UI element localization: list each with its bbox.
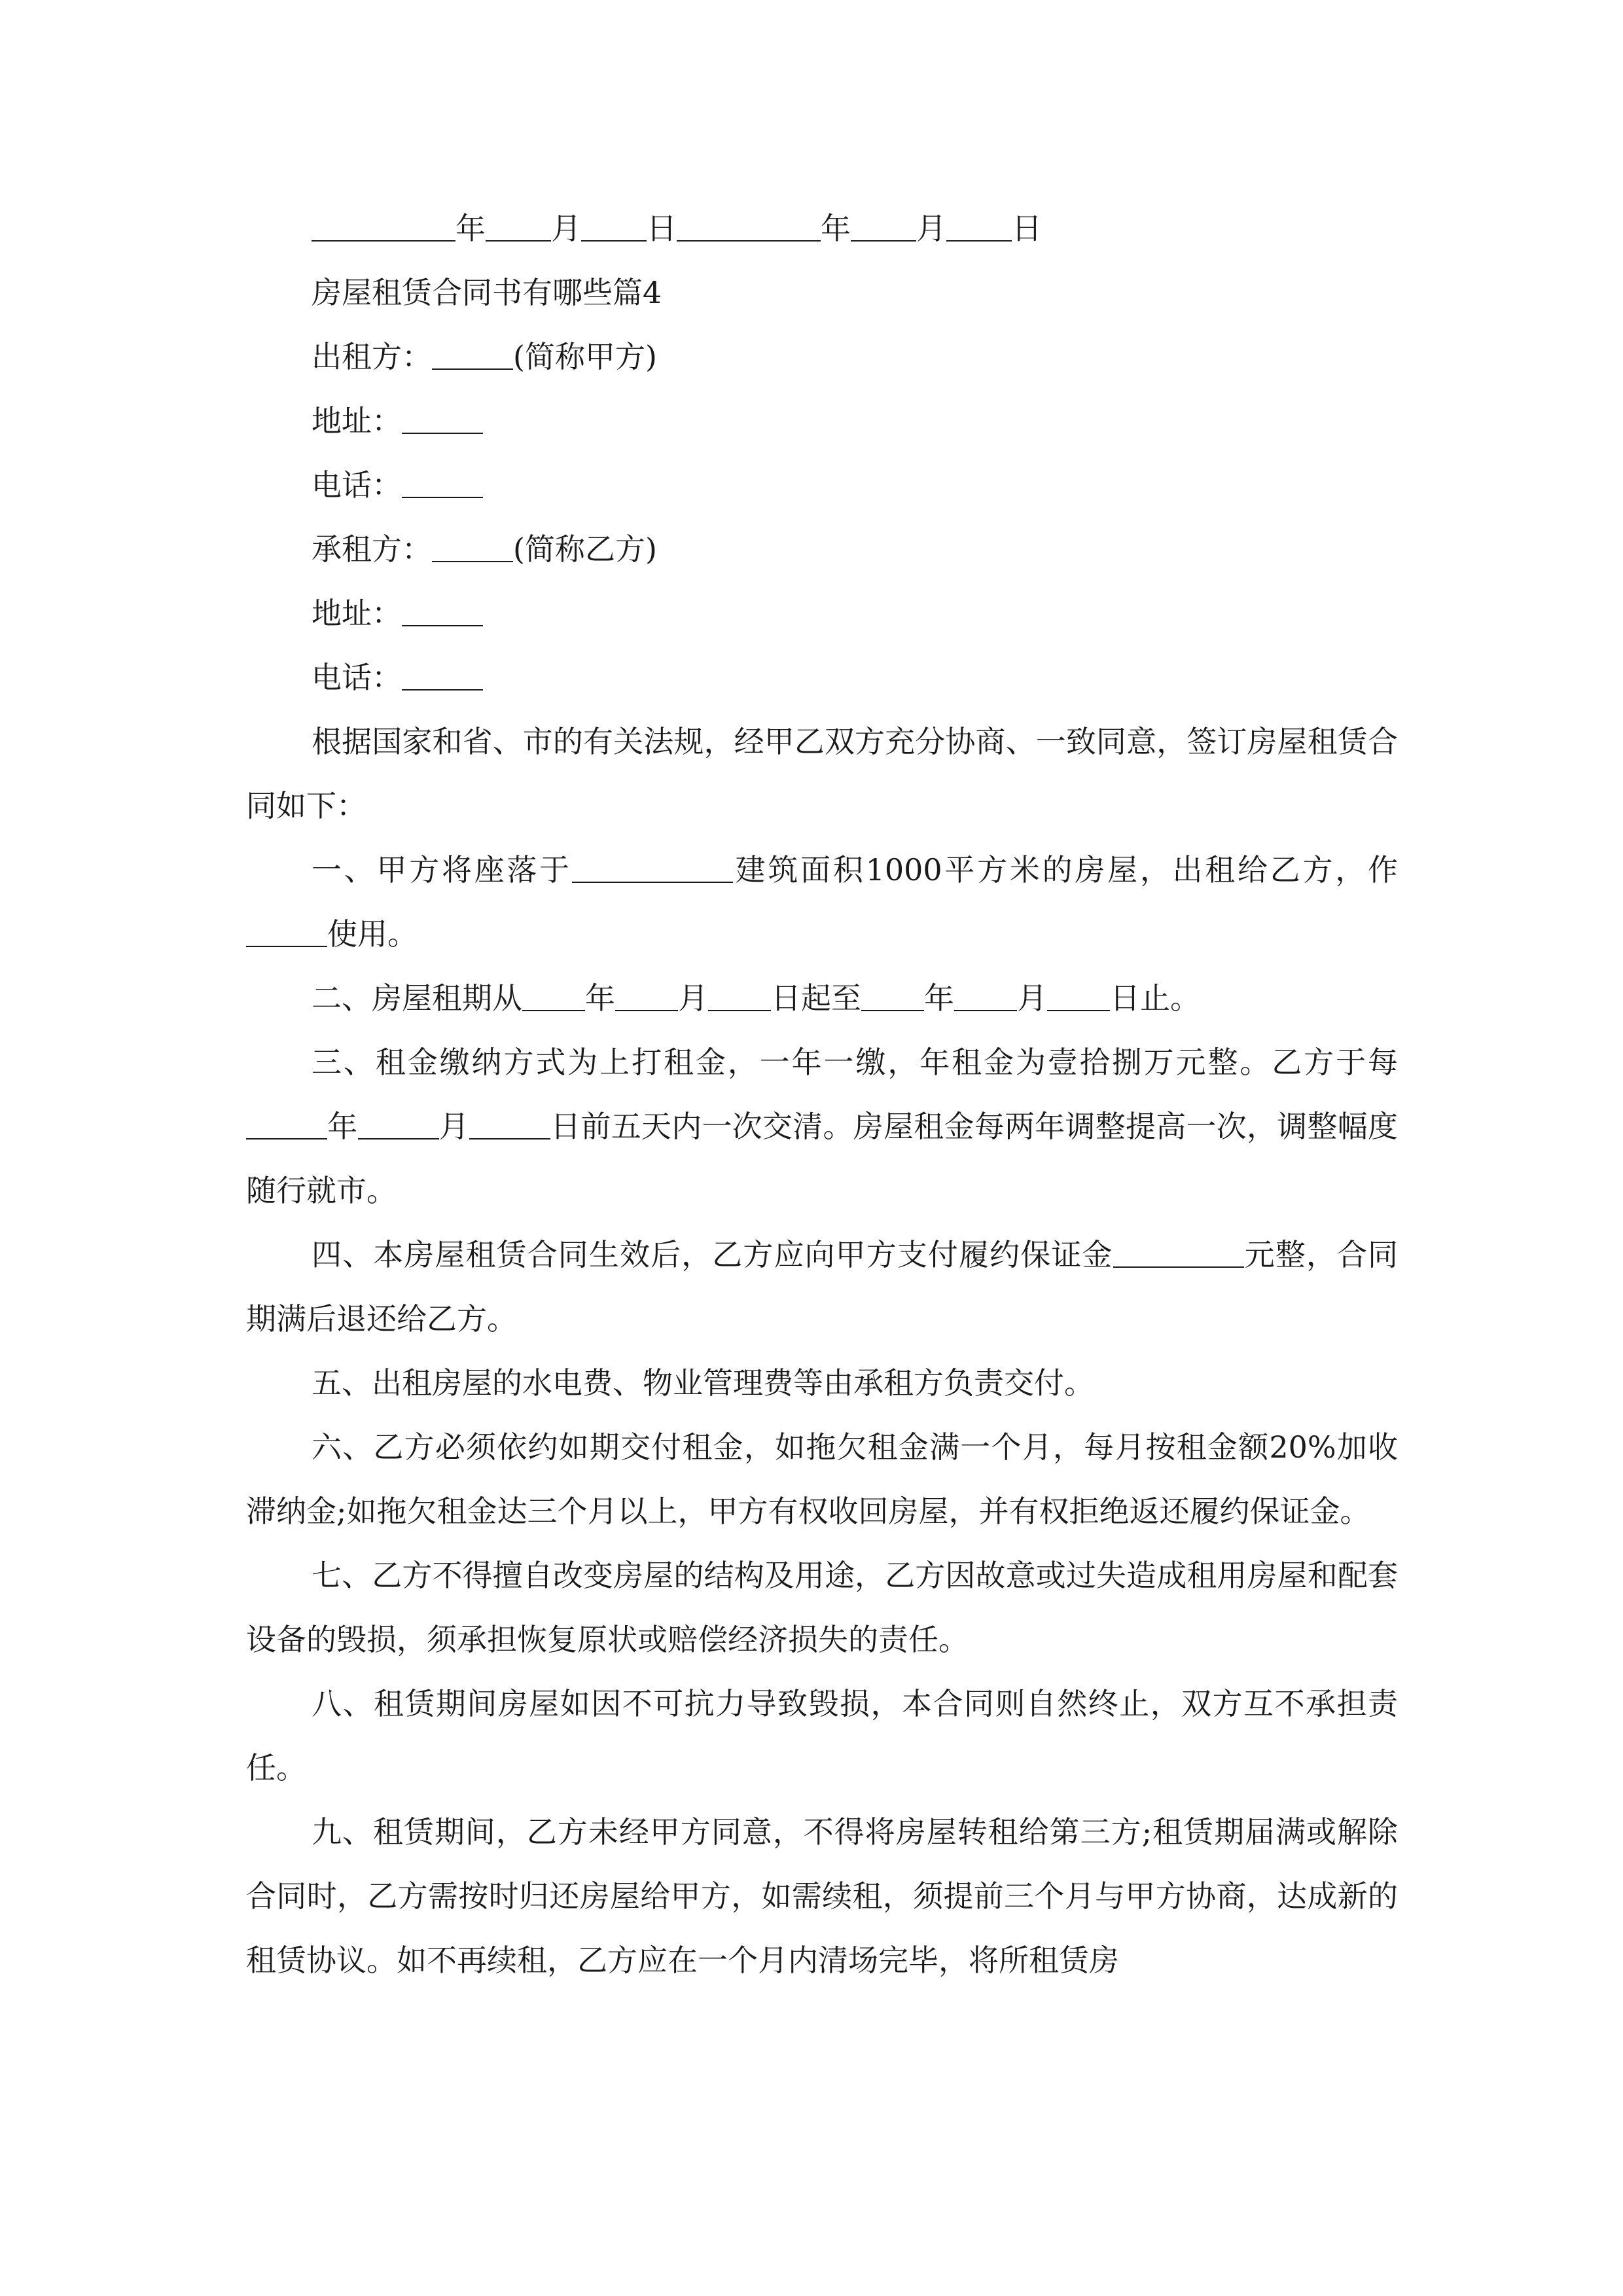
date-day-text: 日	[647, 211, 677, 246]
blank-field	[432, 338, 513, 370]
blank-field	[581, 210, 647, 242]
blank-field	[615, 980, 678, 1011]
address-label: 地址：	[312, 596, 402, 631]
blank-field	[522, 980, 585, 1011]
lessor-note: (简称甲方)	[513, 339, 657, 374]
date-year-text: 年	[821, 211, 851, 246]
blank-field	[432, 531, 513, 562]
lessee-line	[246, 517, 1398, 581]
blank-field	[402, 659, 483, 691]
blank-field	[358, 1108, 439, 1139]
blank-field	[486, 210, 551, 242]
clause-text: 日前五天内一次交清。房屋租金每两年调整提高一次，调整幅度随行就市。	[246, 1109, 1398, 1208]
clause-5: 五、出租房屋的水电费、物业管理费等由承租方负责交付。	[312, 1365, 1094, 1401]
clause-text: 月	[678, 980, 708, 1016]
blank-field	[708, 980, 771, 1011]
lessee-address-line	[246, 581, 1398, 645]
blank-field	[469, 1108, 550, 1139]
clause-8: 八、租赁期间房屋如因不可抗力导致毁损，本合同则自然终止，双方互不承担责任。	[246, 1686, 1398, 1785]
clause-text: 年	[924, 980, 954, 1016]
address-label: 地址：	[312, 403, 402, 439]
blank-field	[861, 980, 924, 1011]
clause-9: 九、租赁期间，乙方未经甲方同意，不得将房屋转租给第三方;租赁期届满或解除合同时，乙方需按时归还房屋给甲方，如需续租，须提前三个月与甲方协商，达成新的租赁协议。如不再续租，乙方应在一个月内清场完毕，将所租赁房	[246, 1814, 1398, 1978]
clause-text: 元整，合同期满后退还给乙方。	[246, 1237, 1399, 1336]
date-month-text: 月	[551, 211, 581, 246]
document-body	[246, 196, 1398, 1992]
phone-label: 电话：	[312, 660, 402, 695]
clause-text: 月	[1017, 980, 1047, 1016]
blank-field	[1113, 1236, 1244, 1268]
lessor-address-line	[246, 389, 1398, 453]
blank-field	[677, 210, 821, 242]
clause-text: 日止。	[1110, 980, 1200, 1016]
clause-text: 建筑面积1000平方米的房屋，出租给乙方，作	[732, 852, 1398, 888]
blank-field	[402, 595, 483, 626]
clause-text: 使用。	[327, 916, 418, 952]
lessee-note: (简称乙方)	[513, 531, 657, 567]
lessee-phone-line	[246, 645, 1398, 709]
clause-text: 年	[327, 1109, 358, 1144]
clause-2	[246, 966, 1398, 1030]
clause-text: 年	[585, 980, 615, 1016]
date-month-text: 月	[916, 211, 946, 246]
blank-field	[1047, 980, 1110, 1011]
clause-text: 一、甲方将座落于	[312, 852, 572, 888]
blank-field	[312, 210, 455, 242]
clause-7: 七、乙方不得擅自改变房屋的结构及用途，乙方因故意或过失造成租用房屋和配套设备的毁损，须承担恢复原状或赔偿经济损失的责任。	[246, 1558, 1398, 1657]
blank-field	[246, 1108, 327, 1139]
blank-field	[402, 403, 483, 434]
blank-field	[572, 852, 733, 883]
blank-field	[402, 467, 483, 498]
blank-field	[246, 916, 327, 947]
clause-1	[246, 838, 1398, 966]
blank-field	[946, 210, 1012, 242]
clause-4	[246, 1223, 1398, 1351]
signature-date-line	[246, 196, 1398, 260]
intro-paragraph: 根据国家和省、市的有关法规，经甲乙双方充分协商、一致同意，签订房屋租赁合同如下：	[246, 724, 1398, 823]
clause-3	[246, 1030, 1398, 1223]
clause-6: 六、乙方必须依约如期交付租金，如拖欠租金满一个月，每月按租金额20%加收滞纳金;如拖欠租金达三个月以上，甲方有权收回房屋，并有权拒绝返还履约保证金。	[246, 1429, 1398, 1529]
clause-text: 日起至	[771, 980, 861, 1016]
date-year-text: 年	[455, 211, 486, 246]
date-day-text: 日	[1012, 211, 1042, 246]
lessor-phone-line	[246, 453, 1398, 517]
clause-text: 二、房屋租期从	[312, 980, 522, 1016]
lessor-label: 出租方：	[312, 339, 432, 374]
section-heading: 房屋租赁合同书有哪些篇4	[312, 275, 662, 310]
lessee-label: 承租方：	[312, 531, 432, 567]
clause-text: 三、租金缴纳方式为上打租金，一年一缴，年租金为壹拾捌万元整。乙方于每	[312, 1045, 1398, 1080]
clause-text: 月	[438, 1109, 469, 1144]
lessor-line	[246, 325, 1398, 389]
clause-text: 四、本房屋租赁合同生效后，乙方应向甲方支付履约保证金	[312, 1237, 1113, 1272]
blank-field	[954, 980, 1017, 1011]
blank-field	[851, 210, 916, 242]
phone-label: 电话：	[312, 467, 402, 503]
